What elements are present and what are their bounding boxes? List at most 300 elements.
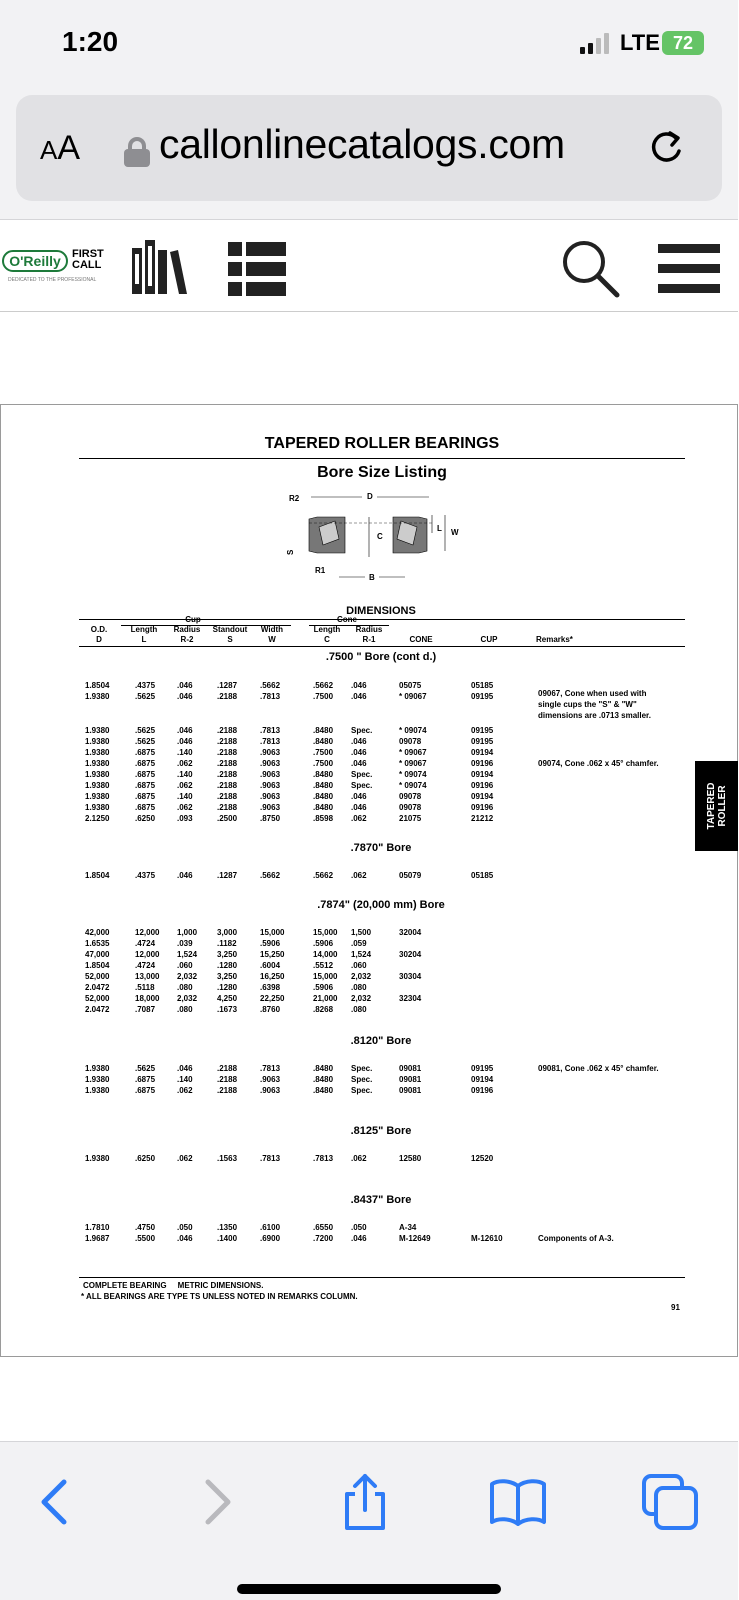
page-title: TAPERED ROLLER BEARINGS bbox=[264, 435, 500, 452]
home-indicator[interactable] bbox=[237, 1584, 501, 1594]
section-title: .8125" Bore bbox=[350, 1125, 412, 1137]
cell-cone-number: 30204 bbox=[399, 950, 422, 959]
diagram-label-s: S bbox=[286, 549, 295, 555]
remark-09067 bbox=[538, 688, 651, 721]
cell-radius-r1: .046 bbox=[351, 792, 367, 801]
cell-radius-r2: .062 bbox=[177, 803, 193, 812]
cell-width: .6004 bbox=[260, 961, 281, 970]
logo-tagline: DEDICATED TO THE PROFESSIONAL bbox=[8, 277, 97, 283]
footer-divider bbox=[79, 1277, 685, 1278]
header-divider bbox=[79, 646, 685, 647]
cell-cone-length: .8480 bbox=[313, 1086, 334, 1095]
cell-cup-number: 09194 bbox=[471, 770, 494, 779]
cell-cup-number: 09195 bbox=[471, 726, 494, 735]
cell-width: .8750 bbox=[260, 814, 281, 823]
logo-first-call: FIRST CALL bbox=[72, 248, 104, 271]
cell-radius-r1: .062 bbox=[351, 871, 367, 880]
table-row bbox=[1, 972, 739, 982]
hdr-od-2: D bbox=[96, 635, 102, 644]
status-time: 1:20 bbox=[62, 26, 119, 57]
table-row bbox=[1, 928, 739, 938]
cell-radius-r2: .046 bbox=[177, 692, 193, 701]
cell-standout: .2188 bbox=[217, 1064, 238, 1073]
cell-od: 1.9380 bbox=[85, 692, 110, 701]
catalog-page bbox=[0, 404, 738, 1357]
cell-od: 1.9687 bbox=[85, 1234, 110, 1243]
hdr-cone-length-2: C bbox=[324, 635, 330, 644]
table-row bbox=[1, 792, 739, 802]
cell-standout: .1182 bbox=[217, 939, 237, 948]
cell-od: 1.9380 bbox=[85, 726, 110, 735]
cell-radius-r1: .080 bbox=[351, 1005, 367, 1014]
cell-cone-number: 32004 bbox=[399, 928, 422, 937]
cell-cone-length: .8268 bbox=[313, 1005, 334, 1014]
cell-od: 47,000 bbox=[85, 950, 110, 959]
cell-cup-number: 09196 bbox=[471, 781, 494, 790]
cell-od: 1.6535 bbox=[85, 939, 110, 948]
cell-length: .6875 bbox=[135, 770, 156, 779]
cell-standout: .2188 bbox=[217, 1086, 238, 1095]
cell-od: 1.8504 bbox=[85, 681, 110, 690]
cell-radius-r1: .046 bbox=[351, 681, 367, 690]
cell-width: 15,000 bbox=[260, 928, 285, 937]
cell-width: .7813 bbox=[260, 737, 281, 746]
cell-cone-number: 09078 bbox=[399, 792, 422, 801]
cell-radius-r1: .046 bbox=[351, 748, 367, 757]
tab-line-1: TAPERED bbox=[705, 782, 717, 830]
share-icon[interactable] bbox=[335, 1472, 395, 1532]
remark-line: 09067, Cone when used with bbox=[538, 689, 647, 698]
cell-radius-r2: .140 bbox=[177, 792, 193, 801]
cell-width: 22,250 bbox=[260, 994, 285, 1003]
cell-cone-length: 15,000 bbox=[313, 972, 338, 981]
table-row bbox=[1, 983, 739, 993]
cell-od: 52,000 bbox=[85, 972, 110, 981]
cell-cone-number: 09081 bbox=[399, 1086, 422, 1095]
cell-od: 1.9380 bbox=[85, 781, 110, 790]
cell-cup-number: 09194 bbox=[471, 748, 494, 757]
cell-cone-length: .5906 bbox=[313, 983, 334, 992]
cell-radius-r2: .060 bbox=[177, 961, 193, 970]
text-size-button[interactable] bbox=[40, 129, 80, 168]
cell-cone-number: 05075 bbox=[399, 681, 422, 690]
cell-width: .9063 bbox=[260, 803, 281, 812]
title-divider bbox=[79, 458, 685, 459]
cell-radius-r1: Spec. bbox=[351, 726, 373, 735]
hdr-r1-2: R-1 bbox=[362, 635, 376, 644]
cell-standout: 3,250 bbox=[217, 950, 238, 959]
cell-cone-length: .8480 bbox=[313, 792, 334, 801]
cell-width: 16,250 bbox=[260, 972, 285, 981]
cell-radius-r1: Spec. bbox=[351, 1064, 373, 1073]
cell-width: .9063 bbox=[260, 759, 281, 768]
cell-radius-r2: .093 bbox=[177, 814, 193, 823]
tab-line-2: ROLLER bbox=[716, 785, 728, 827]
hdr-remarks: Remarks* bbox=[536, 635, 573, 644]
cell-standout: .1673 bbox=[217, 1005, 238, 1014]
cell-cone-number: 09081 bbox=[399, 1075, 422, 1084]
cell-standout: .1280 bbox=[217, 961, 238, 970]
cell-cone-number: 09078 bbox=[399, 803, 422, 812]
cell-radius-r2: .046 bbox=[177, 871, 193, 880]
cell-width: .9063 bbox=[260, 1086, 281, 1095]
cell-standout: .1287 bbox=[217, 681, 238, 690]
cell-standout: .2188 bbox=[217, 781, 238, 790]
cell-cone-number: 32304 bbox=[399, 994, 422, 1003]
section-title: .7874" (20,000 mm) Bore bbox=[317, 899, 445, 911]
network-label: LTE bbox=[620, 30, 660, 55]
cell-cone-length: .7500 bbox=[313, 748, 334, 757]
cell-cup-number: 09196 bbox=[471, 1086, 494, 1095]
cell-cup-number: 09196 bbox=[471, 803, 494, 812]
cell-radius-r1: .046 bbox=[351, 803, 367, 812]
cell-radius-r1: .046 bbox=[351, 759, 367, 768]
cell-od: 2.0472 bbox=[85, 983, 110, 992]
cell-radius-r1: .046 bbox=[351, 737, 367, 746]
cell-width: .6100 bbox=[260, 1223, 281, 1232]
cell-radius-r1: .059 bbox=[351, 939, 367, 948]
cell-od: 2.0472 bbox=[85, 1005, 110, 1014]
cell-radius-r2: .080 bbox=[177, 1005, 193, 1014]
remark-line: dimensions are .0713 smaller. bbox=[538, 711, 651, 720]
cell-standout: 3,250 bbox=[217, 972, 238, 981]
hdr-r2-2: R-2 bbox=[180, 635, 194, 644]
cell-radius-r2: 2,032 bbox=[177, 994, 198, 1003]
cell-width: .5906 bbox=[260, 939, 281, 948]
cell-standout: .2500 bbox=[217, 814, 238, 823]
cell-width: .7813 bbox=[260, 692, 281, 701]
cell-cone-number: * 09074 bbox=[399, 770, 427, 779]
cell-cone-number: 12580 bbox=[399, 1154, 422, 1163]
cell-radius-r1: Spec. bbox=[351, 770, 373, 779]
cell-length: .6250 bbox=[135, 1154, 156, 1163]
table-row bbox=[1, 939, 739, 949]
cell-cone-length: .8480 bbox=[313, 781, 334, 790]
diagram-label-r2: R2 bbox=[289, 494, 300, 503]
dimensions-divider bbox=[79, 619, 685, 620]
table-row bbox=[1, 950, 739, 960]
cell-standout: .2188 bbox=[217, 737, 238, 746]
cell-length: .6875 bbox=[135, 792, 156, 801]
cell-length: .5625 bbox=[135, 726, 156, 735]
cell-cone-length: .5512 bbox=[313, 961, 334, 970]
lock-icon bbox=[124, 137, 150, 165]
cell-cone-number: A-34 bbox=[399, 1223, 417, 1232]
cell-radius-r2: .039 bbox=[177, 939, 193, 948]
hdr-length-2: L bbox=[141, 635, 147, 644]
cell-radius-r1: .060 bbox=[351, 961, 367, 970]
cell-od: 1.9380 bbox=[85, 759, 110, 768]
cell-od: 1.9380 bbox=[85, 1086, 110, 1095]
cell-cup-number: 05185 bbox=[471, 871, 494, 880]
cell-radius-r1: .062 bbox=[351, 1154, 367, 1163]
hdr-od-1: O.D. bbox=[90, 625, 108, 634]
cell-remark: 09074, Cone .062 x 45° chamfer. bbox=[538, 759, 659, 768]
url-text[interactable]: callonlinecatalogs.com bbox=[159, 121, 565, 167]
hdr-cone-length-1: Length bbox=[313, 625, 341, 634]
cell-cone-length: .5662 bbox=[313, 871, 334, 880]
cell-remark: Components of A-3. bbox=[538, 1234, 614, 1243]
cell-cone-length: .8480 bbox=[313, 1075, 334, 1084]
cell-radius-r1: .062 bbox=[351, 814, 367, 823]
cell-cone-number: * 09074 bbox=[399, 781, 427, 790]
battery-level: 72 bbox=[672, 33, 694, 53]
bearing-diagram bbox=[287, 493, 477, 589]
cell-od: 1.8504 bbox=[85, 961, 110, 970]
cell-length: .5118 bbox=[135, 983, 155, 992]
cell-standout: .1563 bbox=[217, 1154, 238, 1163]
diagram-label-l: L bbox=[437, 524, 442, 533]
cell-radius-r2: .062 bbox=[177, 759, 193, 768]
cell-width: .6900 bbox=[260, 1234, 281, 1243]
cell-radius-r2: .140 bbox=[177, 1075, 193, 1084]
cell-cone-number: 09078 bbox=[399, 737, 422, 746]
cell-cone-length: .8480 bbox=[313, 726, 334, 735]
cell-radius-r2: .140 bbox=[177, 770, 193, 779]
cell-cup-number: 21212 bbox=[471, 814, 494, 823]
table-row bbox=[1, 770, 739, 780]
cell-cone-length: .7200 bbox=[313, 1234, 334, 1243]
table-row bbox=[1, 961, 739, 971]
table-row bbox=[1, 1154, 739, 1164]
cell-standout: .2188 bbox=[217, 726, 238, 735]
cell-radius-r1: .046 bbox=[351, 1234, 367, 1243]
hdr-width-1: Width bbox=[260, 625, 284, 634]
cell-cone-length: 14,000 bbox=[313, 950, 338, 959]
cell-radius-r1: 2,032 bbox=[351, 972, 372, 981]
section-title: .8437" Bore bbox=[350, 1194, 412, 1206]
cell-standout: .2188 bbox=[217, 770, 238, 779]
cell-radius-r2: .140 bbox=[177, 748, 193, 757]
cell-od: 1.7810 bbox=[85, 1223, 110, 1232]
cell-od: 1.9380 bbox=[85, 748, 110, 757]
list-view-icon[interactable] bbox=[228, 242, 286, 296]
cell-standout: 3,000 bbox=[217, 928, 238, 937]
cell-length: 12,000 bbox=[135, 950, 160, 959]
cell-radius-r2: .062 bbox=[177, 1086, 193, 1095]
cell-cone-length: 21,000 bbox=[313, 994, 338, 1003]
cell-remark: 09081, Cone .062 x 45° chamfer. bbox=[538, 1064, 659, 1073]
hdr-cup: CUP bbox=[480, 635, 498, 644]
diagram-label-w: W bbox=[451, 528, 459, 537]
table-row bbox=[1, 748, 739, 758]
tapered-roller-tab[interactable] bbox=[695, 761, 738, 851]
cell-cup-number: 05185 bbox=[471, 681, 494, 690]
cell-length: .4724 bbox=[135, 961, 156, 970]
cell-width: .9063 bbox=[260, 781, 281, 790]
logo-badge: O'Reilly bbox=[2, 250, 68, 272]
table-row bbox=[1, 994, 739, 1004]
cell-cone-length: .5906 bbox=[313, 939, 334, 948]
cell-cup-number: 09195 bbox=[471, 737, 494, 746]
hdr-standout-2: S bbox=[227, 635, 233, 644]
cell-width: .8760 bbox=[260, 1005, 281, 1014]
diagram-label-r1: R1 bbox=[315, 566, 326, 575]
cell-radius-r1: Spec. bbox=[351, 781, 373, 790]
cell-length: .5625 bbox=[135, 1064, 156, 1073]
cell-width: .9063 bbox=[260, 1075, 281, 1084]
cell-cone-length: .7500 bbox=[313, 692, 334, 701]
table-row bbox=[1, 726, 739, 736]
cell-radius-r2: 1,524 bbox=[177, 950, 198, 959]
page-number: 91 bbox=[671, 1303, 680, 1312]
cell-radius-r2: .046 bbox=[177, 737, 193, 746]
cell-length: 13,000 bbox=[135, 972, 160, 981]
cell-radius-r2: 2,032 bbox=[177, 972, 198, 981]
cell-radius-r1: 2,032 bbox=[351, 994, 372, 1003]
cell-od: 42,000 bbox=[85, 928, 110, 937]
battery-icon bbox=[662, 31, 704, 55]
section-title: .7870" Bore bbox=[350, 842, 412, 854]
cell-standout: .1280 bbox=[217, 983, 238, 992]
hdr-length-1: Length bbox=[130, 625, 158, 634]
page-subtitle: Bore Size Listing bbox=[317, 464, 447, 481]
cell-cup-number: M-12610 bbox=[471, 1234, 503, 1243]
cell-cone-number: 09081 bbox=[399, 1064, 422, 1073]
cell-od: 1.9380 bbox=[85, 792, 110, 801]
forward-icon[interactable] bbox=[186, 1472, 246, 1532]
hdr-standout-1: Standout bbox=[212, 625, 248, 634]
back-icon[interactable] bbox=[26, 1472, 86, 1532]
cell-length: .6250 bbox=[135, 814, 156, 823]
search-icon[interactable] bbox=[560, 238, 620, 298]
table-row bbox=[1, 1064, 739, 1074]
cell-length: .6875 bbox=[135, 803, 156, 812]
cell-radius-r2: .080 bbox=[177, 983, 193, 992]
cell-standout: .1350 bbox=[217, 1223, 238, 1232]
cell-length: .6875 bbox=[135, 759, 156, 768]
cell-cup-number: 09195 bbox=[471, 1064, 494, 1073]
footnote-1: COMPLETE BEARING METRIC DIMENSIONS. bbox=[83, 1281, 264, 1290]
hdr-r2-1: Radius bbox=[173, 625, 201, 634]
cell-width: .5662 bbox=[260, 871, 281, 880]
browser-top-area bbox=[0, 0, 738, 220]
cup-group-header: Cup bbox=[185, 615, 201, 624]
cell-od: 1.9380 bbox=[85, 803, 110, 812]
cell-cone-number: 05079 bbox=[399, 871, 422, 880]
cell-width: .9063 bbox=[260, 748, 281, 757]
cell-od: 1.9380 bbox=[85, 770, 110, 779]
cell-cup-number: 09194 bbox=[471, 1075, 494, 1084]
cell-length: .5500 bbox=[135, 1234, 156, 1243]
cell-radius-r2: .046 bbox=[177, 726, 193, 735]
cell-cup-number: 09194 bbox=[471, 792, 494, 801]
cell-od: 1.9380 bbox=[85, 1154, 110, 1163]
cell-cone-number: * 09067 bbox=[399, 759, 427, 768]
cell-standout: .1287 bbox=[217, 871, 238, 880]
cell-standout: .2188 bbox=[217, 748, 238, 757]
hdr-cone: CONE bbox=[409, 635, 433, 644]
cell-length: .6875 bbox=[135, 781, 156, 790]
cell-length: .4724 bbox=[135, 939, 156, 948]
cell-cone-number: M-12649 bbox=[399, 1234, 431, 1243]
cell-length: .6875 bbox=[135, 748, 156, 757]
cell-radius-r1: .080 bbox=[351, 983, 367, 992]
cell-length: .6875 bbox=[135, 1075, 156, 1084]
table-row bbox=[1, 759, 739, 769]
hamburger-menu-icon[interactable] bbox=[658, 244, 720, 294]
cell-cone-length: .8480 bbox=[313, 1064, 334, 1073]
oreilly-logo[interactable] bbox=[2, 250, 106, 294]
cell-cone-length: .7500 bbox=[313, 759, 334, 768]
library-icon[interactable] bbox=[130, 238, 188, 296]
cell-standout: .2188 bbox=[217, 792, 238, 801]
cell-cone-length: .6550 bbox=[313, 1223, 334, 1232]
cell-radius-r2: .046 bbox=[177, 1234, 193, 1243]
cell-od: 1.9380 bbox=[85, 737, 110, 746]
table-row bbox=[1, 814, 739, 824]
diagram-label-c: C bbox=[377, 532, 383, 541]
cell-radius-r1: Spec. bbox=[351, 1075, 373, 1084]
cell-radius-r1: .050 bbox=[351, 1223, 367, 1232]
cell-cone-length: 15,000 bbox=[313, 928, 338, 937]
table-row bbox=[1, 1005, 739, 1015]
diagram-label-b: B bbox=[369, 573, 375, 582]
cell-width: .7813 bbox=[260, 1064, 281, 1073]
table-row bbox=[1, 781, 739, 791]
cell-length: .6875 bbox=[135, 1086, 156, 1095]
cell-od: 2.1250 bbox=[85, 814, 110, 823]
bookmarks-icon[interactable] bbox=[488, 1472, 548, 1532]
cell-width: .9063 bbox=[260, 770, 281, 779]
cell-cone-number: 21075 bbox=[399, 814, 422, 823]
cell-length: .7087 bbox=[135, 1005, 156, 1014]
cell-standout: .2188 bbox=[217, 692, 238, 701]
cell-radius-r1: Spec. bbox=[351, 1086, 373, 1095]
cell-length: 12,000 bbox=[135, 928, 160, 937]
section-title: .8120" Bore bbox=[350, 1035, 412, 1047]
cell-standout: .2188 bbox=[217, 803, 238, 812]
address-bar[interactable] bbox=[16, 95, 722, 201]
cell-cup-number: 09195 bbox=[471, 692, 494, 701]
tabs-icon[interactable] bbox=[640, 1472, 700, 1532]
site-header bbox=[0, 220, 738, 312]
cell-od: 1.9380 bbox=[85, 1075, 110, 1084]
cell-cone-length: .8480 bbox=[313, 737, 334, 746]
cell-od: 1.8504 bbox=[85, 871, 110, 880]
cell-width: .6398 bbox=[260, 983, 281, 992]
cell-length: 18,000 bbox=[135, 994, 160, 1003]
text-size-small: A bbox=[40, 135, 58, 165]
cell-cone-number: 30304 bbox=[399, 972, 422, 981]
cell-radius-r2: .050 bbox=[177, 1223, 193, 1232]
browser-toolbar bbox=[0, 1441, 738, 1600]
diagram-label-d: D bbox=[367, 492, 373, 501]
cell-length: .5625 bbox=[135, 692, 156, 701]
cell-width: 15,250 bbox=[260, 950, 285, 959]
table-row bbox=[1, 871, 739, 881]
table-row bbox=[1, 737, 739, 747]
cell-radius-r2: .046 bbox=[177, 681, 193, 690]
cell-width: .7813 bbox=[260, 726, 281, 735]
table-row bbox=[1, 803, 739, 813]
remark-line: single cups the "S" & "W" bbox=[538, 700, 637, 709]
cell-cone-length: .5662 bbox=[313, 681, 334, 690]
cell-standout: 4,250 bbox=[217, 994, 238, 1003]
table-row bbox=[1, 1075, 739, 1085]
cell-width: .9063 bbox=[260, 792, 281, 801]
cell-od: 52,000 bbox=[85, 994, 110, 1003]
cell-od: 1.9380 bbox=[85, 1064, 110, 1073]
cell-cone-number: * 09074 bbox=[399, 726, 427, 735]
signal-icon bbox=[580, 32, 614, 54]
cell-length: .4750 bbox=[135, 1223, 156, 1232]
cell-cone-length: .8598 bbox=[313, 814, 334, 823]
cone-group-header: Cone bbox=[337, 615, 357, 624]
cell-cone-number: * 09067 bbox=[399, 748, 427, 757]
cell-width: .7813 bbox=[260, 1154, 281, 1163]
reload-icon[interactable] bbox=[646, 127, 686, 167]
